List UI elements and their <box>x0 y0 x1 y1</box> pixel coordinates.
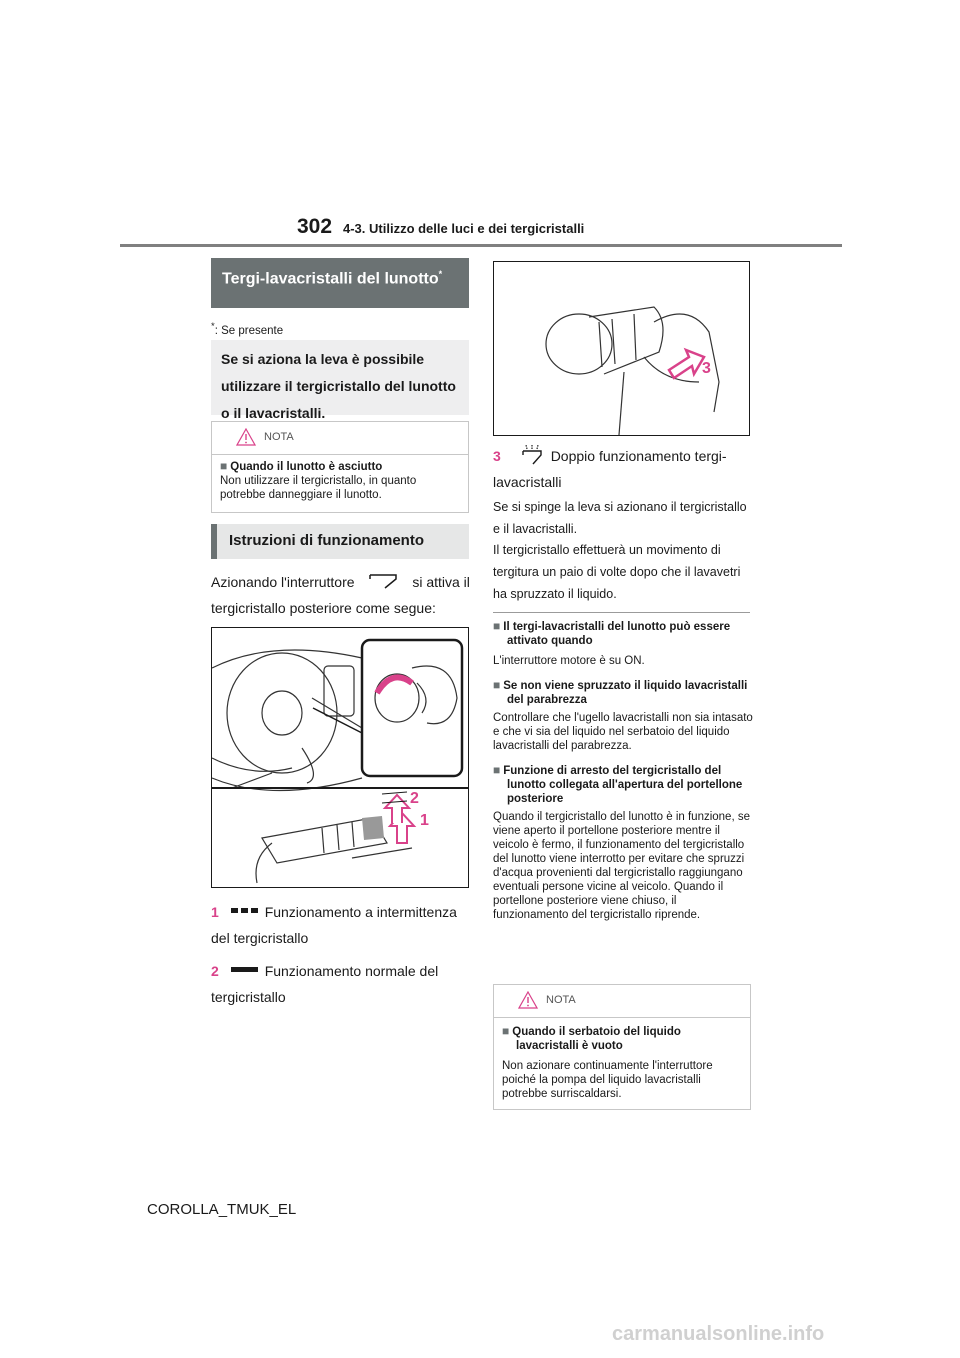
square-bullet-icon: ■ <box>493 763 501 777</box>
info-item <box>493 763 755 922</box>
figure-rear-wiper-switch <box>211 627 469 888</box>
info-text: L'interruttore motore è su ON. <box>493 655 645 667</box>
item-3-number: 3 <box>493 448 501 464</box>
note-box-rear-window-dry <box>211 421 469 513</box>
section-title-instructions: Istruzioni di funzionamento <box>211 524 469 559</box>
normal-mode-icon <box>231 966 259 974</box>
info-list <box>493 619 755 922</box>
note-header <box>494 985 750 1018</box>
square-bullet-icon: ■ <box>502 1024 510 1038</box>
figure-label-2: 2 <box>410 790 419 807</box>
para-before: Azionando l'interruttore <box>211 574 355 590</box>
item-1-number: 1 <box>211 904 219 920</box>
section-title-rear-wiper <box>211 258 469 308</box>
wiper-washer-icon <box>521 444 543 466</box>
page-number: 302 <box>297 215 333 238</box>
operation-paragraph <box>211 569 473 621</box>
info-heading: Funzione di arresto del tergicristallo del lunotto collegata all'apertura del portellone posteriore <box>503 765 743 805</box>
intermittent-mode-icon <box>231 907 259 915</box>
note-text: Non utilizzare il tergicristallo, in quanto potrebbe danneggiare il lunotto. <box>220 475 417 501</box>
note-heading: Quando il lunotto è asciutto <box>230 461 383 473</box>
item-1 <box>211 899 473 951</box>
item-1-text: Funzionamento a intermittenza del tergicristallo <box>211 904 457 946</box>
note-box-reservoir-empty <box>493 984 751 1110</box>
warning-triangle-icon <box>236 428 256 446</box>
square-bullet-icon: ■ <box>220 459 228 473</box>
watermark: carmanualsonline.info <box>612 1323 825 1345</box>
footnote-mark: * <box>211 321 215 332</box>
item-2 <box>211 958 473 1010</box>
info-heading: Il tergi-lavacristalli del lunotto può essere attivato quando <box>503 621 731 647</box>
info-item <box>493 619 755 668</box>
footnote-text: : Se presente <box>214 324 284 337</box>
dashboard-lever-illustration <box>212 628 468 887</box>
info-heading: Se non viene spruzzato il liquido lavacristalli del parabrezza <box>503 680 748 706</box>
footer-model: COROLLA_TMUK_EL <box>147 1201 297 1218</box>
item-3 <box>493 443 755 495</box>
note-label: NOTA <box>546 994 576 1006</box>
rear-wiper-icon <box>368 572 398 590</box>
para-after: si attiva il tergicristallo posteriore come segue: <box>211 574 470 616</box>
warning-triangle-icon <box>518 991 538 1009</box>
section-title-asterisk: * <box>438 269 443 279</box>
figure-label-3: 3 <box>702 360 711 377</box>
item-3-text: Doppio funzionamento tergi-lavacristalli <box>493 448 727 490</box>
info-text: Controllare che l'ugello lavacristalli non sia intasato e che vi sia del liquido nel serbatoio del liquido lavacristalli del parabrezza. <box>493 712 753 752</box>
note-heading: Quando il serbatoio del liquido lavacristalli è vuoto <box>512 1026 681 1052</box>
section-title-text: Tergi-lavacristalli del lunotto <box>222 270 439 288</box>
info-item <box>493 678 755 753</box>
item-3-description-1: Se si spinge la leva si azionano il tergicristallo e il lavacristalli. <box>493 500 747 536</box>
chapter-title: 4-3. Utilizzo delle luci e dei tergicristalli <box>343 221 585 236</box>
figure-lever-push <box>493 261 750 436</box>
item-2-number: 2 <box>211 963 219 979</box>
item-2-text: Funzionamento normale del tergicristallo <box>211 963 439 1005</box>
intro-box: Se si aziona la leva è possibile utilizzare il tergicristallo del lunotto o il lavacristalli. <box>211 340 469 415</box>
figure-label-1: 1 <box>420 812 429 829</box>
header-rule <box>120 244 842 247</box>
lever-push-illustration <box>494 262 749 435</box>
square-bullet-icon: ■ <box>493 678 501 692</box>
square-bullet-icon: ■ <box>493 619 501 633</box>
note-text: Non azionare continuamente l'interruttore poiché la pompa del liquido lavacristalli potrebbe surriscaldarsi. <box>502 1060 713 1100</box>
footnote <box>211 320 301 338</box>
info-text: Quando il tergicristallo del lunotto è in funzione, se viene aperto il portellone posteriore mentre il veicolo è fermo, il funzionamento del tergicristallo del lunotto viene interrotto per evitare che spruzzi d'acqua provenienti dal tergicristallo raggiungano eventuali persone vicine al veicolo. Quando il portellone posteriore viene chiuso, il funzionamento del tergicristallo riprende. <box>493 811 750 921</box>
note-header <box>212 422 468 455</box>
note-label: NOTA <box>264 431 294 443</box>
separator <box>493 612 750 613</box>
item-3-description-2: Il tergicristallo effettuerà un movimento di tergitura un paio di volte dopo che il lavavetri ha spruzzato il liquido. <box>493 543 741 601</box>
